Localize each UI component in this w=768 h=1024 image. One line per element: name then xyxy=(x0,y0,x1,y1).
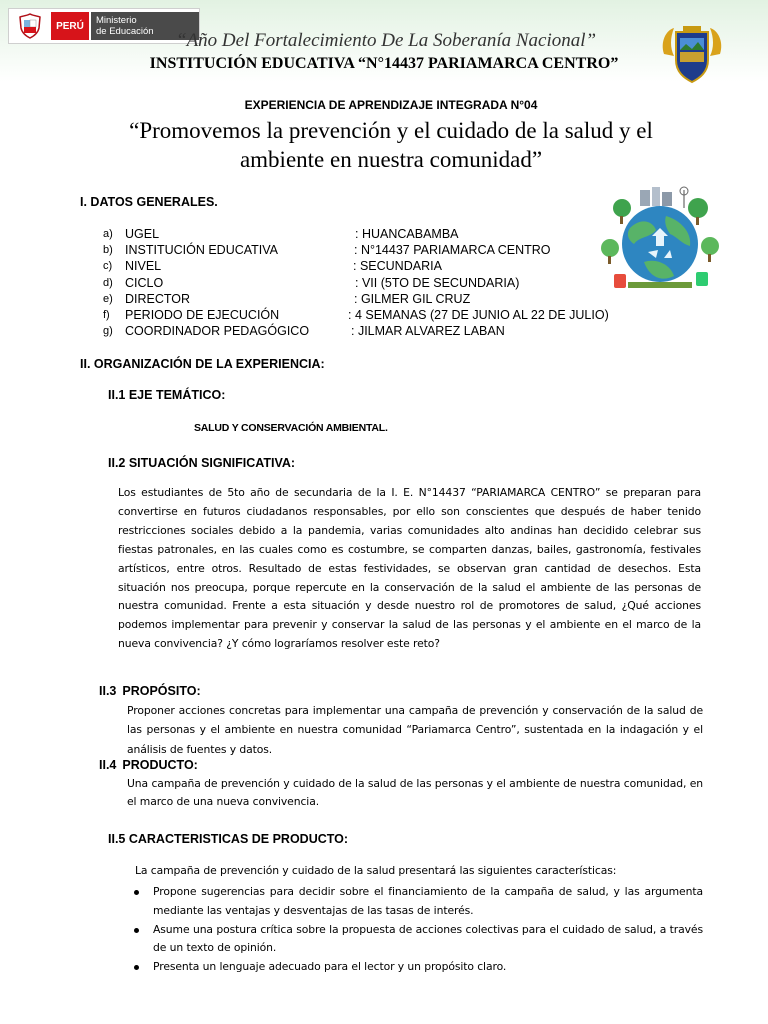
ministry-line1: Ministerio xyxy=(96,15,137,26)
section2-heading: II. ORGANIZACIÓN DE LA EXPERIENCIA: xyxy=(80,357,325,371)
eje-heading: II.1 EJE TEMÁTICO: xyxy=(108,388,226,402)
experience-title-line1: “Promovemos la prevención y el cuidado de la salud y el xyxy=(129,118,653,143)
list-item-text: Presenta un lenguaje adecuado para el lector y un propósito claro. xyxy=(153,960,507,974)
producto-heading xyxy=(99,758,198,772)
proposito-heading xyxy=(99,684,201,698)
bullet-icon xyxy=(134,890,139,895)
row-value: : GILMER GIL CRUZ xyxy=(354,291,471,306)
row-value: : SECUNDARIA xyxy=(353,259,442,274)
experience-title-line2: ambiente en nuestra comunidad” xyxy=(239,147,543,172)
list-item xyxy=(132,921,703,959)
list-item-text: Asume una postura crítica sobre la propuesta de acciones colectivas para el cuidado de salud, a través de un texto de opinión. xyxy=(153,922,703,955)
producto-num: II.4 xyxy=(99,758,117,772)
eje-value: SALUD Y CONSERVACIÓN AMBIENTAL. xyxy=(194,422,388,434)
experience-title xyxy=(40,116,742,174)
row-key: DIRECTOR xyxy=(125,291,191,306)
situacion-heading: II.2 SITUACIÓN SIGNIFICATIVA: xyxy=(108,456,296,470)
row-value: : HUANCABAMBA xyxy=(355,227,459,241)
row-letter: a) xyxy=(103,228,113,240)
caracteristicas-list xyxy=(132,883,703,977)
bullet-icon xyxy=(134,965,139,970)
bullet-icon xyxy=(134,928,139,933)
ministry-line2: de Educación xyxy=(96,26,154,37)
row-value: : VII (5TO DE SECUNDARIA) xyxy=(355,275,520,290)
proposito-label: PROPÓSITO: xyxy=(122,684,201,698)
proposito-text: Proponer acciones concretas para implementar una campaña de prevención y conservación de la salud de las personas y el ambiente en nuestra comunidad “Pariamarca Centro”, sustentada en la indagación y el análisis de fuentes y datos. xyxy=(127,704,703,756)
producto-text: Una campaña de prevención y cuidado de la salud de las personas y el ambiente de nuestra comunidad, en el marco de una nueva convivencia. xyxy=(127,777,703,809)
row-key: CICLO xyxy=(125,275,164,290)
list-item xyxy=(132,958,703,977)
section1-heading: I. DATOS GENERALES. xyxy=(80,195,218,209)
row-value: : N°14437 PARIAMARCA CENTRO xyxy=(354,243,551,258)
row-key: COORDINADOR PEDAGÓGICO xyxy=(125,324,310,339)
situacion-text: Los estudiantes de 5to año de secundaria de la I. E. N°14437 “PARIAMARCA CENTRO” se preparan para convertirse en futuros ciudadanos responsables, por ello son conscientes que después de haber tenido restricciones sociales debido a la pandemia, varias comunidades alto andinas han decidido celebrar sus fiestas patronales, en las cuales como es costumbre, se comparten danzas, bailes, gastronomía, festivales artísticos, entre otros. Resultado de estas festividades, se observan gran cantidad de desechos. Esta situación nos preocupa, porque repercute en la conservación de la salud el ambiente de las personas de nuestra comunidad. Frente a esta situación y desde nuestro rol de promotores de salud, ¿Qué acciones podemos implementar para prevenir y conservar la salud de las personas y el ambiente en el marco de la nueva convivencia? ¿Y cómo lograríamos resolver este reto? xyxy=(118,486,701,651)
row-letter: e) xyxy=(103,292,113,305)
row-letter: d) xyxy=(103,276,113,289)
row-letter: f) xyxy=(103,308,110,321)
row-key: UGEL xyxy=(125,227,160,241)
row-key: PERIODO DE EJECUCIÓN xyxy=(125,307,280,322)
year-motto: “Año Del Fortalecimiento De La Soberanía Nacional” xyxy=(176,30,597,51)
peru-coat-of-arms-icon xyxy=(13,11,47,41)
caracteristicas-heading: II.5 CARACTERISTICAS DE PRODUCTO: xyxy=(108,832,349,846)
ministry-logo xyxy=(8,8,200,44)
row-key: INSTITUCIÓN EDUCATIVA xyxy=(125,243,279,258)
row-value: : 4 SEMANAS (27 DE JUNIO AL 22 DE JULIO) xyxy=(348,307,609,322)
experience-label: EXPERIENCIA DE APRENDIZAJE INTEGRADA N°04 xyxy=(244,98,538,112)
row-letter: b) xyxy=(103,244,113,257)
row-key: NIVEL xyxy=(125,259,162,274)
peru-label: PERÚ xyxy=(51,12,89,40)
eco-globe-illustration-icon xyxy=(600,186,720,296)
row-letter: g) xyxy=(103,325,113,338)
caracteristicas-intro: La campaña de prevención y cuidado de la salud presentará las siguientes características: xyxy=(135,864,617,877)
institution-title: INSTITUCIÓN EDUCATIVA “N°14437 PARIAMARCA CENTRO” xyxy=(149,55,619,72)
row-value: : JILMAR ALVAREZ LABAN xyxy=(351,324,505,339)
school-crest-icon xyxy=(656,24,728,86)
proposito-num: II.3 xyxy=(99,684,117,698)
list-item-text: Propone sugerencias para decidir sobre el financiamiento de la campaña de salud, y las argumenta mediante las ventajas y desventajas de las tasas de interés. xyxy=(153,885,703,917)
list-item xyxy=(132,883,703,921)
producto-label: PRODUCTO: xyxy=(122,758,198,772)
row-letter: c) xyxy=(103,260,113,273)
